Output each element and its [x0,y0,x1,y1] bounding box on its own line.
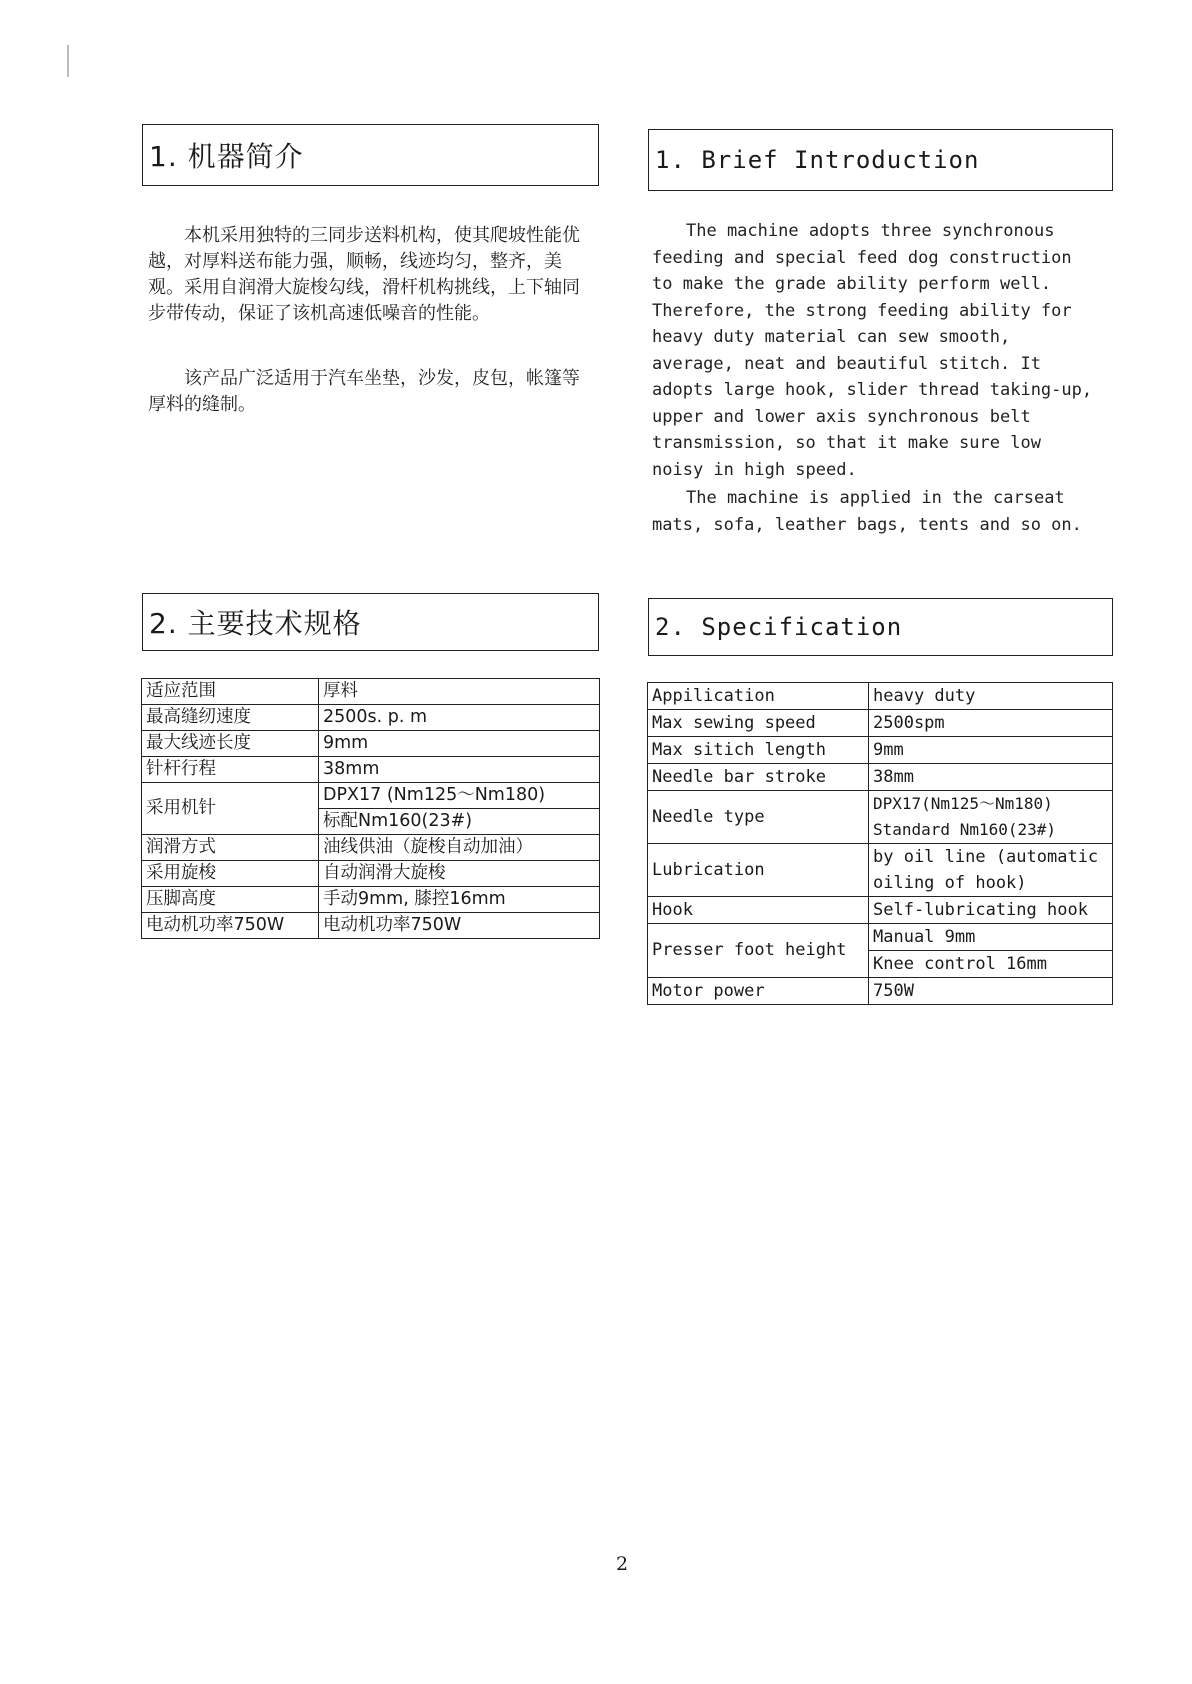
spec-label: Hook [648,897,869,924]
spec-table-en [647,682,1113,1005]
table-row [142,887,600,913]
spec-label: Needle type [648,791,869,844]
table-row [648,683,1113,710]
table-row [648,897,1113,924]
table-row [142,783,600,809]
spec-value: 2500s. p. m [319,705,600,731]
table-row [142,705,600,731]
page-number: 2 [616,1553,629,1575]
spec-value: 38mm [319,757,600,783]
spec-label: 采用机针 [142,783,319,835]
table-row [648,924,1113,951]
spec-value: Self-lubricating hook [869,897,1113,924]
table-row [648,737,1113,764]
table-row [142,731,600,757]
spec-value: 2500spm [869,710,1113,737]
table-row [648,710,1113,737]
spec-label: 最高缝纫速度 [142,705,319,731]
spec-label: Needle bar stroke [648,764,869,791]
spec-label: Lubrication [648,844,869,897]
spec-value: 油线供油（旋梭自动加油） [319,835,600,861]
spec-label: 压脚高度 [142,887,319,913]
spec-label: 润滑方式 [142,835,319,861]
spec-value: 750W [869,978,1113,1005]
spec-label: Max sewing speed [648,710,869,737]
spec-value: 自动润滑大旋梭 [319,861,600,887]
spec-value: 9mm [319,731,600,757]
spec-label: 适应范围 [142,679,319,705]
spec-label: Appilication [648,683,869,710]
spec-value: Knee control 16mm [869,951,1113,978]
table-row [142,757,600,783]
spec-label: Max sitich length [648,737,869,764]
spec-value: 厚料 [319,679,600,705]
spec-value: DPX17(Nm125～Nm180) Standard Nm160(23#) [869,791,1113,844]
table-row [648,978,1113,1005]
spec-value: 电动机功率750W [319,913,600,939]
spec-value: Manual 9mm [869,924,1113,951]
spec-value: 38mm [869,764,1113,791]
spec-value: by oil line (automatic oiling of hook) [869,844,1113,897]
spec-label: Presser foot height [648,924,869,978]
intro-paragraph-en-1: The machine adopts three synchronous feeding and special feed dog construction to make the grade ability perform well. Therefore, the strong feeding ability for heavy duty material can sew smooth, average, neat and beautiful stitch. It adopts large hook, slider thread taking-up, upper and lower axis synchronous belt transmission, so that it make sure low noisy in high speed. [652,221,1093,480]
spec-heading-en [648,598,1113,656]
spec-value: 9mm [869,737,1113,764]
spec-heading-zh-text: 2. 主要技术规格 [149,607,362,640]
table-row [648,844,1113,897]
spec-value: DPX17 (Nm125～Nm180) [319,783,600,809]
table-row [648,791,1113,844]
table-row [142,679,600,705]
intro-heading-zh [142,124,599,186]
spec-value: heavy duty [869,683,1113,710]
spec-table-zh [141,678,600,939]
table-row [142,835,600,861]
spec-heading-en-text: 2. Specification [655,613,903,641]
spec-value: 标配Nm160(23#) [319,809,600,835]
intro-heading-zh-text: 1. 机器简介 [149,140,304,173]
spec-heading-zh [142,593,599,651]
spec-label: 采用旋梭 [142,861,319,887]
intro-paragraph-zh-1: 本机采用独特的三同步送料机构，使其爬坡性能优越，对厚料送布能力强，顺畅，线迹均匀，整齐，美观。采用自润滑大旋梭勾线，滑杆机构挑线，上下轴同步带传动，保证了该机高速低噪音的性能。 [148,225,580,324]
intro-heading-en [648,129,1113,191]
table-row [142,913,600,939]
spec-label: Motor power [648,978,869,1005]
scan-edge-mark [67,45,69,77]
intro-paragraph-zh-2: 该产品广泛适用于汽车坐垫，沙发，皮包，帐篷等厚料的缝制。 [148,368,580,415]
spec-value: 手动9mm, 膝控16mm [319,887,600,913]
table-row [142,861,600,887]
spec-label: 针杆行程 [142,757,319,783]
table-row [648,764,1113,791]
intro-paragraph-en-2: The machine is applied in the carseat mats, sofa, leather bags, tents and so on. [652,488,1082,535]
spec-label: 电动机功率750W [142,913,319,939]
intro-heading-en-text: 1. Brief Introduction [655,146,980,174]
spec-label: 最大线迹长度 [142,731,319,757]
